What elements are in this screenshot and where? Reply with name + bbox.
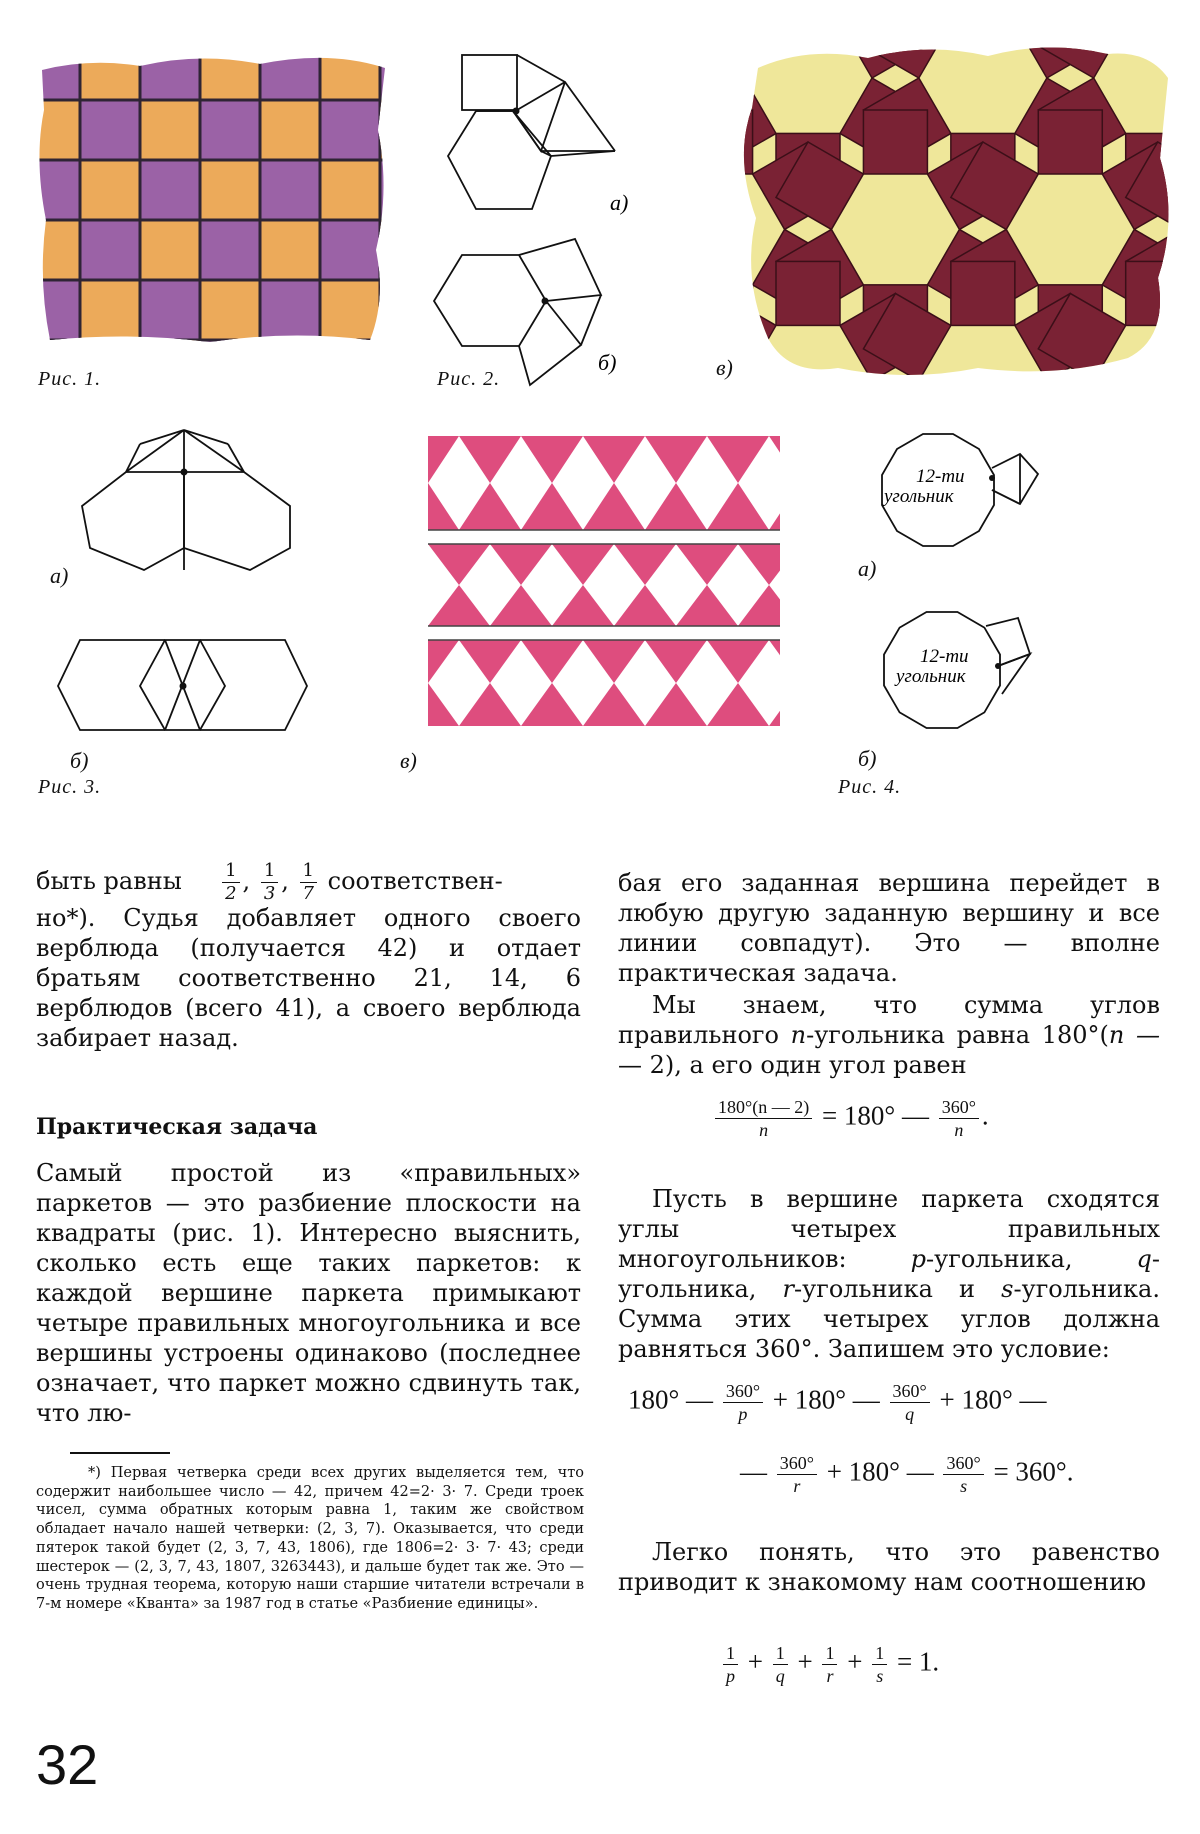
checker-tile [320, 280, 380, 340]
checker-tile [80, 220, 140, 280]
fig4b-line1: 12-ти [920, 646, 969, 667]
fig3-label-v: в) [400, 748, 417, 773]
left-paragraph-1: быть равны $\frac{1}{2}$ , $\frac{1}{3}$ , $\frac{1}{7}$ соответствен- но*). Судья добавляет одного своего верблюда (получается 42) и отдает братьям соответственно 21, 14, 6 верблюдов (всего 41), а своего верблюда забирает назад. [36, 860, 581, 1052]
square-b-lower [519, 301, 581, 385]
tiling-square [863, 38, 927, 46]
tiling-square [728, 381, 753, 383]
checker-tile [80, 100, 140, 160]
figure-2-line-drawings [420, 45, 640, 390]
footnote-divider [70, 1452, 170, 1454]
tiling-square [728, 285, 753, 349]
checker-tile [80, 160, 140, 220]
left-paragraph-2: Самый простой из «правильных» паркетов — это разбиение плоскости на квадраты (рис. 1). Интересно выяснить, сколько есть еще таких паркетов: к каждой вершине паркета примыкают четыре правильных многоугольника и все вершины устроены одинаково (последнее означает, что паркет можно сдвинуть так, что лю- [36, 1159, 581, 1427]
figure-3-line-drawings [40, 420, 330, 740]
triangle-b [998, 654, 1030, 694]
band-gap [428, 530, 780, 544]
p1-pre: быть равны [36, 867, 182, 895]
tiling-square [1038, 38, 1102, 46]
fig1-caption: Рис. 1. [38, 368, 102, 390]
p1-post: соответствен- [327, 867, 503, 895]
tiling-square [1015, 381, 1102, 383]
fig4b-line2: угольник [896, 666, 966, 687]
checker-tile [140, 100, 200, 160]
fig4a-line1: 12-ти [916, 466, 965, 487]
checker-tile [320, 340, 380, 350]
tiling-square [1038, 110, 1102, 174]
square-b-upper [519, 239, 601, 301]
equation-interior-angle: $\frac{180^\circ(n — 2)}{n}$ = 180° — $\frac{360^\circ}{n}$ . [712, 1098, 989, 1139]
checker-tile [140, 280, 200, 340]
vertex-dot [995, 663, 1001, 669]
checker-tile [320, 40, 380, 100]
right-paragraph-2: Мы знаем, что сумма углов правильного n-угольника равна 180°(n — — 2), а его один угол равен [618, 991, 1160, 1079]
checker-tile [200, 220, 260, 280]
tiling-square [728, 381, 776, 383]
checker-tile [200, 40, 260, 100]
checker-tile [200, 340, 260, 350]
checker-tile [30, 40, 80, 100]
p1-rest: но*). Судья добавляет одного своего верблюда (получается 42) и отдает братьям соответственно 21, 14, 6 верблюдов (всего 41), а своего верблюда забирает назад. [36, 904, 581, 1052]
right-paragraph-1: бая его заданная вершина перейдет в любую другую заданную вершину и все линии совпадут). Это — вполне практическая задача. [618, 869, 1160, 987]
pink-tiling-shapes [428, 436, 780, 726]
section-heading: Практическая задача [36, 1114, 318, 1140]
right-paragraph-3: Пусть в вершине паркета сходятся углы четырех правильных многоугольников: p-угольника, q-угольника, r-угольника и s-угольника. Сумма этих четырех углов должна равняться 360°. Запишем это условие: [618, 1185, 1160, 1363]
figure-2v-tiling [728, 38, 1178, 383]
band-gap [428, 626, 780, 640]
fig2-label-v: в) [716, 355, 733, 380]
checker-tile [30, 160, 80, 220]
equation-angle-sum-line1: 180° — $\frac{360^\circ}{p}$ + 180° — $\frac{360^\circ}{q}$ + 180° — [628, 1381, 1047, 1424]
tiling-square [840, 381, 927, 383]
tiling-square [728, 293, 753, 380]
fig4-caption: Рис. 4. [838, 776, 902, 798]
tiling-square [863, 381, 950, 383]
fig4-label-a: а) [858, 556, 877, 581]
tiling-square [776, 261, 840, 325]
tiling-square [728, 38, 753, 78]
checker-tile [320, 220, 380, 280]
tiling-square [951, 261, 1015, 325]
checker-tile [380, 340, 390, 350]
checker-tile [140, 340, 200, 350]
tiling-square [728, 110, 753, 174]
footnote: *) Первая четверка среди всех других выделяется тем, что содержит наибольшее число — 42, причем 42=2· 3· 7. Среди троек чисел, сумма обратных которым равна 1, таким же свойством обладает начало нашей четверки: (2, 3, 7). Оказывается, что среди пятерок такой будет (2, 3, 7, 43, 1806), где 1806=2· 3· 7· 43; среди шестерок — (2, 3, 7, 43, 1807, 3263443), и дальше будет так же. Это — очень трудная теорема, которую наши старшие читатели встречали в 7-м номере «Кванта» за 1987 год в статье «Разбиение единицы». [36, 1465, 584, 1612]
square-and-triangle-a [992, 454, 1038, 504]
checker-tile [30, 220, 80, 280]
tiling-square [1038, 381, 1125, 383]
fraction-third: $\frac{1}{3}$ [261, 862, 278, 903]
checker-tile [80, 340, 140, 350]
checker-tile [30, 100, 80, 160]
tiling-square [1126, 261, 1178, 325]
page-number: 32 [36, 1733, 99, 1796]
checker-tile [140, 160, 200, 220]
figure-4-polygons [870, 430, 1070, 760]
checker-tile [200, 280, 260, 340]
checker-tile [320, 160, 380, 220]
checker-tile [200, 100, 260, 160]
checker-tile [380, 220, 390, 280]
hexagon-a [448, 111, 551, 209]
checker-tile [140, 40, 200, 100]
fig3-caption: Рис. 3. [38, 776, 102, 798]
checker-tile [380, 160, 390, 220]
checker-tile [80, 40, 140, 100]
checker-tile [260, 160, 320, 220]
vertex-dot [989, 475, 995, 481]
fig2-caption: Рис. 2. [437, 368, 501, 390]
hexagon-b [434, 255, 546, 346]
equation-angle-sum-line2: — $\frac{360^\circ}{r}$ + 180° — $\frac{360^\circ}{s}$ = 360°. [740, 1453, 1074, 1496]
checker-tile [80, 280, 140, 340]
fig4-label-b: б) [858, 746, 877, 771]
fig3-label-a: а) [50, 563, 69, 588]
checker-tile [380, 280, 390, 340]
checker-tile [200, 160, 260, 220]
fig4a-line2: угольник [884, 486, 954, 507]
fraction-half: $\frac{1}{2}$ [222, 862, 239, 903]
edge [992, 490, 1020, 504]
checker-tile [260, 40, 320, 100]
figure-1-checkerboard [30, 40, 390, 350]
square-a-top [462, 55, 517, 110]
checker-tile [260, 280, 320, 340]
equation-reciprocal-sum: $\frac{1}{p}$ + $\frac{1}{q}$ + $\frac{1}{r}$ + $\frac{1}{s}$ = 1. [720, 1644, 939, 1685]
tiling-square [863, 110, 927, 174]
checker-tile [380, 100, 390, 160]
tiling-square [728, 38, 753, 46]
right-paragraph-4: Легко понять, что это равенство приводит к знакомому нам соотношению [618, 1538, 1160, 1596]
fraction-seventh: $\frac{1}{7}$ [300, 862, 317, 903]
fig2-label-a: а) [610, 190, 629, 215]
checker-tile [320, 100, 380, 160]
checker-tile [30, 340, 80, 350]
figure-3v-tiling [428, 436, 780, 746]
checkerboard-tiles [30, 40, 390, 350]
checker-tile [260, 340, 320, 350]
checker-tile [260, 100, 320, 160]
checker-tile [380, 40, 390, 100]
checker-tile [140, 220, 200, 280]
fig3-label-b: б) [70, 748, 89, 773]
square-a-right [513, 55, 565, 151]
checker-tile [30, 280, 80, 340]
checker-tile [260, 220, 320, 280]
fig2-label-b: б) [598, 350, 617, 375]
